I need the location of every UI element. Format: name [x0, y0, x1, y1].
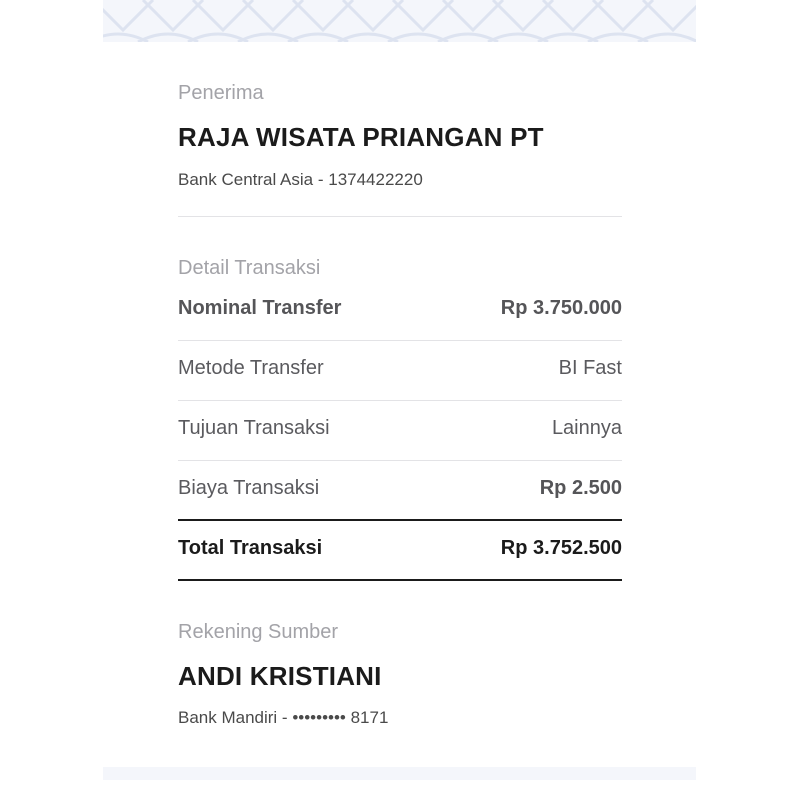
detail-row-label: Metode Transfer: [178, 356, 324, 379]
detail-row-value: BI Fast: [558, 356, 622, 379]
recipient-name: RAJA WISATA PRIANGAN PT: [178, 122, 544, 152]
section-divider: [178, 216, 622, 217]
source-bank-account: Bank Mandiri - ••••••••• 8171: [178, 708, 389, 727]
total-value: Rp 3.752.500: [500, 536, 622, 559]
decorative-strip-bottom: [103, 767, 696, 780]
total-label: Total Transaksi: [178, 536, 323, 559]
total-bottom-rule: [178, 579, 622, 581]
detail-row-label: Biaya Transaksi: [178, 476, 320, 499]
recipient-section-label: Penerima: [178, 82, 264, 104]
wave-pattern-icon: [103, 0, 696, 42]
detail-row-nominal: [178, 278, 622, 338]
detail-row-label: Nominal Transfer: [178, 296, 342, 319]
detail-row-purpose: [178, 398, 622, 458]
detail-row-value: Lainnya: [551, 416, 622, 439]
detail-row-value: Rp 2.500: [539, 476, 622, 499]
receipt-card: [103, 0, 696, 800]
source-name: ANDI KRISTIANI: [178, 661, 382, 691]
detail-row-label: Tujuan Transaksi: [178, 416, 330, 439]
total-row: [178, 518, 622, 578]
recipient-bank-account: Bank Central Asia - 1374422220: [178, 170, 423, 189]
decorative-pattern-top: [103, 0, 696, 42]
detail-row-method: [178, 338, 622, 398]
detail-row-fee: [178, 458, 622, 518]
source-section-label: Rekening Sumber: [178, 621, 339, 643]
detail-row-value: Rp 3.750.000: [500, 296, 622, 319]
transaction-section-label: Detail Transaksi: [178, 257, 321, 279]
